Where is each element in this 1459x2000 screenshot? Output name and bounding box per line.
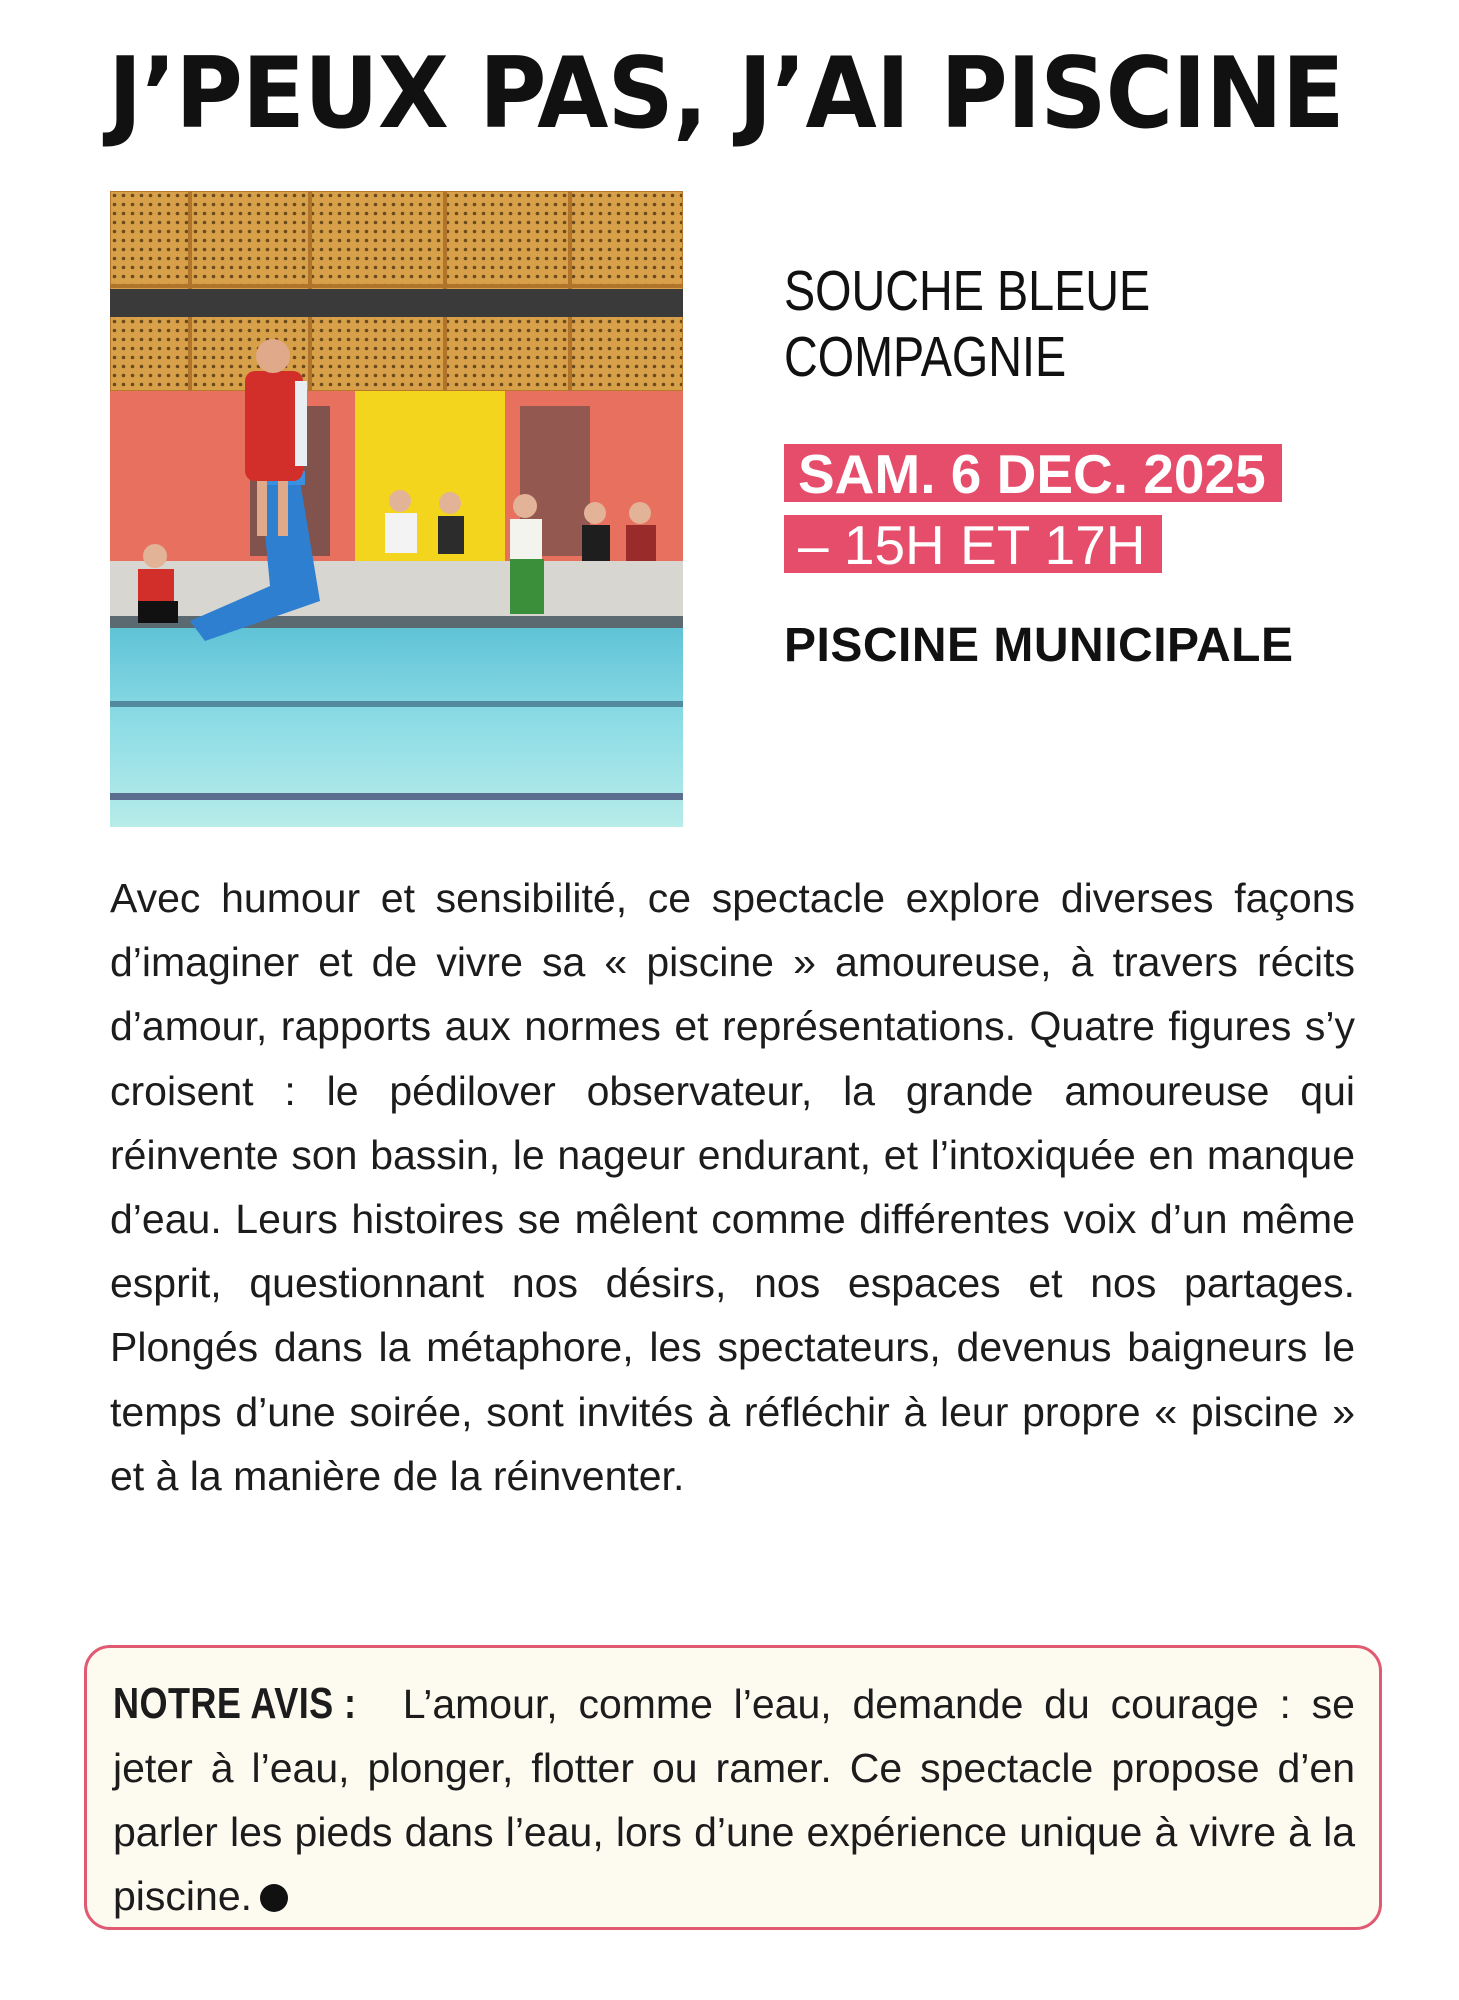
company-name <box>784 258 1260 390</box>
company-name-line1: SOUCHE BLEUE <box>784 259 1151 323</box>
page-title: J’PEUX PAS, J’AI PISCINE <box>108 37 1344 151</box>
event-venue: PISCINE MUNICIPALE <box>784 619 1294 672</box>
end-bullet-icon <box>260 1884 288 1912</box>
event-info <box>784 258 1364 672</box>
review-text: L’amour, comme l’eau, demande du courage : se jeter à l’eau, plonger, flotter ou ramer. Ce spectacle propose d’en parler les pieds dans l’eau, lors d’une expérience unique à vivre à la piscine. <box>113 1681 1355 1919</box>
event-date: SAM. 6 DEC. 2025 <box>784 444 1282 502</box>
event-times: – 15H ET 17H <box>784 515 1162 573</box>
description-paragraph: Avec humour et sensibilité, ce spectacle explore diverses façons d’imaginer et de vivre sa « piscine » amoureuse, à travers récits d’amour, rapports aux normes et représentations. Quatre figures s’y croisent : le pédilover observateur, la grande amoureuse qui réinvente son bassin, le nageur endurant, et l’intoxiquée en manque d’eau. Leurs histoires se mêlent comme différentes voix d’un même esprit, questionnant nos désirs, nos espaces et nos partages. Plongés dans la métaphore, les spectateurs, devenus baigneurs le temps d’une soirée, sont invités à réfléchir à leur propre « piscine » et à la manière de la réinventer. <box>110 875 1355 1499</box>
event-photo <box>110 191 683 827</box>
review-label: NOTRE AVIS : <box>113 1679 357 1728</box>
review-paragraph <box>113 1672 1355 1928</box>
pool-photo-illustration <box>110 191 683 827</box>
company-name-line2: COMPAGNIE <box>784 325 1067 389</box>
review-box <box>84 1645 1382 1930</box>
